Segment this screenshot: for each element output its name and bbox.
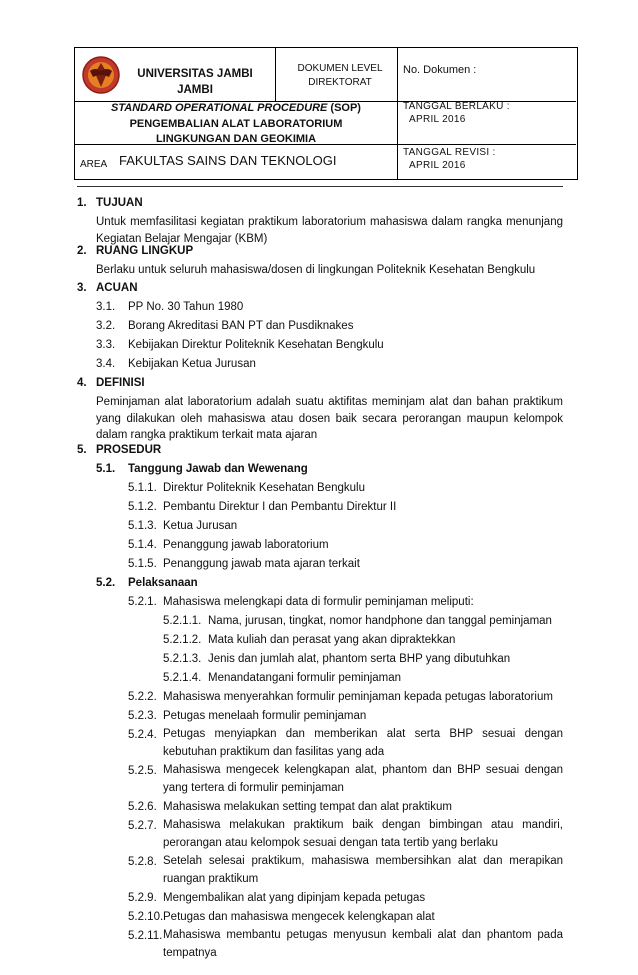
list-item-number: 5.2.5. bbox=[128, 765, 157, 777]
list-item-number: 5.2.1.2. bbox=[163, 634, 202, 646]
list-item: Mengembalikan alat yang dipinjam kepada petugas bbox=[163, 892, 426, 904]
effective-date-value: APRIL 2016 bbox=[409, 114, 466, 125]
subsection-title: Tanggung Jawab dan Wewenang bbox=[128, 463, 308, 475]
list-item-number: 3.1. bbox=[96, 301, 116, 313]
list-item-number: 5.2.10. bbox=[128, 911, 164, 923]
section-title: ACUAN bbox=[96, 282, 138, 294]
list-item-number: 5.1.3. bbox=[128, 520, 157, 532]
list-item: Ketua Jurusan bbox=[163, 520, 238, 532]
document-level-label: DOKUMEN LEVEL bbox=[297, 63, 383, 74]
list-item-number: 5.2.2. bbox=[128, 691, 157, 703]
list-item: Mahasiswa melakukan praktikum baik dengan bimbingan atau mandiri, perorangan atau kelompok sesuai dengan tata tertib yang berlaku bbox=[163, 819, 563, 849]
section-title: RUANG LINGKUP bbox=[96, 245, 194, 257]
section-text: Peminjaman alat laboratorium adalah suatu aktifitas meminjam alat dan bahan praktikum yang dilakukan oleh mahasiswa atau dosen baik secara perorangan maupun kelompok dalam rangka praktikum terkait mata ajaran bbox=[96, 396, 563, 441]
revision-date-label: TANGGAL REVISI : bbox=[403, 147, 496, 158]
document-number-label: No. Dokumen : bbox=[403, 64, 477, 76]
list-item: PP No. 30 Tahun 1980 bbox=[128, 301, 244, 313]
list-item: Mahasiswa menyerahkan formulir peminjaman kepada petugas laboratorium bbox=[163, 691, 553, 703]
list-item-number: 5.1.5. bbox=[128, 558, 157, 570]
section-title: DEFINISI bbox=[96, 377, 145, 389]
section-text: Berlaku untuk seluruh mahasiswa/dosen di lingkungan Politeknik Kesehatan Bengkulu bbox=[96, 264, 536, 276]
list-item: Petugas menyiapkan dan memberikan alat serta BHP sesuai dengan kebutuhan praktikum dan fasilitas yang ada bbox=[163, 728, 563, 758]
list-item-number: 5.2.8. bbox=[128, 856, 157, 868]
area-value: FAKULTAS SAINS DAN TEKNOLOGI bbox=[119, 153, 337, 168]
list-item: Penanggung jawab laboratorium bbox=[163, 539, 329, 551]
list-item-number: 5.2.1.1. bbox=[163, 615, 202, 627]
area-label: AREA bbox=[80, 159, 108, 170]
sop-title-line2: PENGEMBALIAN ALAT LABORATORIUM bbox=[129, 117, 343, 130]
subsection-title: Pelaksanaan bbox=[128, 577, 198, 589]
list-item-number: 5.2.4. bbox=[128, 729, 157, 741]
list-item-number: 3.2. bbox=[96, 320, 116, 332]
list-item: Nama, jurusan, tingkat, nomor handphone dan tanggal peminjaman bbox=[208, 615, 552, 627]
list-item: Setelah selesai praktikum, mahasiswa membersihkan alat dan merapikan ruangan praktikum bbox=[163, 855, 563, 885]
university-title: UNIVERSITAS JAMBI bbox=[137, 68, 253, 80]
section-text: Untuk memfasilitasi kegiatan praktikum laboratorium mahasiswa dalam rangka menunjang Kegiatan Belajar Mengajar (KBM) bbox=[96, 216, 563, 245]
subsection-number: 5.1. bbox=[96, 463, 116, 475]
section-number: 4. bbox=[77, 377, 87, 389]
sop-title-abbrev: (SOP) bbox=[327, 102, 361, 114]
list-item-number: 5.2.1. bbox=[128, 596, 157, 608]
revision-date-value: APRIL 2016 bbox=[409, 160, 466, 171]
effective-date-label: TANGGAL BERLAKU : bbox=[403, 101, 510, 112]
list-item-number: 5.2.6. bbox=[128, 801, 157, 813]
section-number: 5. bbox=[77, 444, 87, 456]
section-title: TUJUAN bbox=[96, 197, 143, 209]
list-item: Mata kuliah dan perasat yang akan dipraktekkan bbox=[208, 634, 456, 646]
list-item: Petugas dan mahasiswa mengecek kelengkapan alat bbox=[163, 911, 435, 923]
list-item-number: 3.3. bbox=[96, 339, 116, 351]
list-item-number: 5.2.9. bbox=[128, 892, 157, 904]
list-item: Mahasiswa melakukan setting tempat dan alat praktikum bbox=[163, 801, 452, 813]
list-item-number: 5.2.3. bbox=[128, 710, 157, 722]
list-item: Jenis dan jumlah alat, phantom serta BHP yang dibutuhkan bbox=[208, 653, 511, 665]
list-item-number: 5.1.2. bbox=[128, 501, 157, 513]
document-level-value: DIREKTORAT bbox=[308, 77, 372, 88]
list-item: Menandatangani formulir peminjaman bbox=[208, 672, 402, 684]
list-item: Mahasiswa mengecek kelengkapan alat, phantom dan BHP sesuai dengan yang tertera di formulir peminjaman bbox=[163, 764, 563, 794]
sop-title-line3: LINGKUNGAN DAN GEOKIMIA bbox=[155, 133, 317, 145]
list-item: Borang Akreditasi BAN PT dan Pusdiknakes bbox=[128, 320, 354, 332]
list-item-number: 5.2.11. bbox=[128, 930, 163, 942]
list-item-number: 5.2.1.3. bbox=[163, 653, 202, 665]
section-number: 1. bbox=[77, 197, 87, 209]
subsection-number: 5.2. bbox=[96, 577, 116, 589]
list-item: Penanggung jawab mata ajaran terkait bbox=[163, 558, 360, 570]
university-city: JAMBI bbox=[177, 84, 213, 96]
section-number: 3. bbox=[77, 282, 87, 294]
list-item-number: 5.1.1. bbox=[128, 482, 157, 494]
list-item-number: 3.4. bbox=[96, 358, 116, 370]
list-item-number: 5.1.4. bbox=[128, 539, 157, 551]
list-item: Mahasiswa melengkapi data di formulir peminjaman meliputi: bbox=[163, 596, 474, 608]
list-item: Kebijakan Ketua Jurusan bbox=[128, 358, 256, 370]
list-item: Mahasiswa membantu petugas menyusun kembali alat dan phantom pada tempatnya bbox=[163, 929, 563, 959]
section-title: PROSEDUR bbox=[96, 444, 162, 456]
list-item-number: 5.2.7. bbox=[128, 820, 157, 832]
list-item: Direktur Politeknik Kesehatan Bengkulu bbox=[163, 482, 366, 494]
section-number: 2. bbox=[77, 245, 87, 257]
list-item: Pembantu Direktur I dan Pembantu Direktur II bbox=[163, 501, 397, 513]
list-item-number: 5.2.1.4. bbox=[163, 672, 202, 684]
list-item: Petugas menelaah formulir peminjaman bbox=[163, 710, 367, 722]
list-item: Kebijakan Direktur Politeknik Kesehatan Bengkulu bbox=[128, 339, 384, 351]
sop-title-italic: STANDARD OPERATIONAL PROCEDURE bbox=[111, 102, 328, 114]
